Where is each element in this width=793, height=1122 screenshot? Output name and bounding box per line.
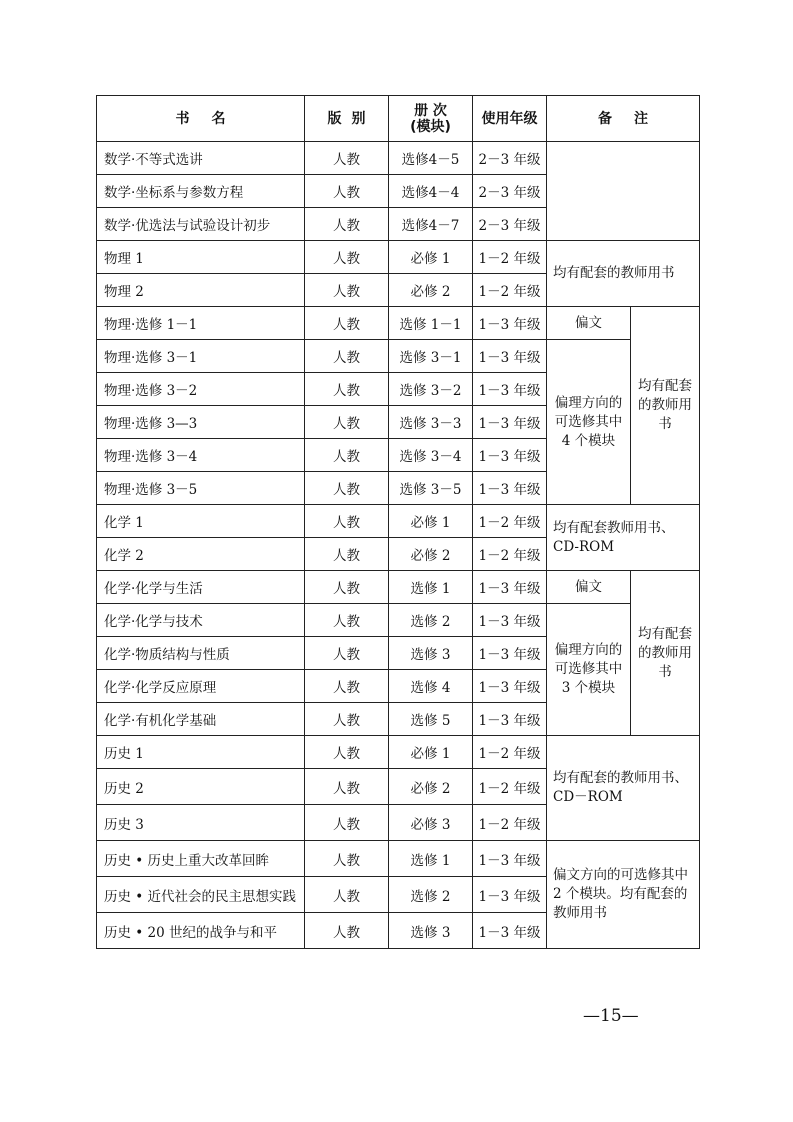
header-note: 备注 [547,96,700,142]
cell-grade: 1－3 年级 [473,604,547,637]
cell-edition: 人教 [305,805,389,841]
cell-edition: 人教 [305,505,389,538]
cell-book-name: 化学·物质结构与性质 [97,637,305,670]
cell-grade: 2－3 年级 [473,142,547,175]
cell-edition: 人教 [305,307,389,340]
cell-edition: 人教 [305,340,389,373]
cell-grade: 1－3 年级 [473,307,547,340]
cell-grade: 1－3 年级 [473,877,547,913]
cell-book-name: 历史 2 [97,769,305,805]
cell-volume: 选修 1－1 [389,307,473,340]
cell-grade: 1－2 年级 [473,274,547,307]
cell-edition: 人教 [305,877,389,913]
cell-book-name: 物理·选修 3—3 [97,406,305,439]
cell-edition: 人教 [305,703,389,736]
textbook-table [96,95,700,949]
cell-grade: 1－3 年级 [473,670,547,703]
cell-volume: 必修 1 [389,736,473,769]
cell-edition: 人教 [305,670,389,703]
cell-volume: 选修 4 [389,670,473,703]
cell-note-physics-science: 偏理方向的可选修其中4 个模块 [547,340,631,505]
table-row [97,571,700,604]
page-number: —15— [583,1006,639,1026]
cell-edition: 人教 [305,538,389,571]
cell-grade: 1－2 年级 [473,241,547,274]
cell-grade: 1－3 年级 [473,439,547,472]
cell-edition: 人教 [305,841,389,877]
cell-edition: 人教 [305,769,389,805]
cell-volume: 必修 1 [389,505,473,538]
cell-volume: 选修 2 [389,877,473,913]
cell-book-name: 物理 1 [97,241,305,274]
cell-edition: 人教 [305,274,389,307]
cell-grade: 2－3 年级 [473,208,547,241]
cell-edition: 人教 [305,913,389,949]
table-row [97,340,700,373]
table-row [97,841,700,877]
cell-edition: 人教 [305,373,389,406]
cell-book-name: 物理·选修 3－5 [97,472,305,505]
cell-book-name: 历史 • 历史上重大改革回眸 [97,841,305,877]
cell-edition: 人教 [305,439,389,472]
cell-note-chem-teacher: 均有配套的教师用书 [631,571,700,736]
header-book-name: 书名 [97,96,305,142]
cell-note-chem-arts: 偏文 [547,571,631,604]
cell-grade: 1－3 年级 [473,637,547,670]
table-row [97,241,700,274]
cell-volume: 选修 3－1 [389,340,473,373]
cell-book-name: 化学·化学与生活 [97,571,305,604]
cell-grade: 1－3 年级 [473,703,547,736]
cell-volume: 选修 3－5 [389,472,473,505]
cell-volume: 选修 3－3 [389,406,473,439]
cell-book-name: 历史 3 [97,805,305,841]
cell-volume: 选修4－5 [389,142,473,175]
cell-grade: 1－2 年级 [473,805,547,841]
cell-volume: 必修 2 [389,769,473,805]
cell-book-name: 物理·选修 3－1 [97,340,305,373]
cell-volume: 选修4－7 [389,208,473,241]
cell-volume: 必修 3 [389,805,473,841]
cell-note-history-required: 均有配套的教师用书、CD－ROM [547,736,700,841]
cell-grade: 1－3 年级 [473,472,547,505]
cell-note-physics-teacher: 均有配套的教师用书 [631,307,700,505]
cell-note-history-elective: 偏文方向的可选修其中2 个模块。均有配套的教师用书 [547,841,700,949]
cell-grade: 1－3 年级 [473,340,547,373]
cell-book-name: 数学·优选法与试验设计初步 [97,208,305,241]
cell-book-name: 历史 1 [97,736,305,769]
cell-book-name: 化学·有机化学基础 [97,703,305,736]
cell-edition: 人教 [305,571,389,604]
cell-grade: 1－2 年级 [473,538,547,571]
cell-note-physics-required: 均有配套的教师用书 [547,241,700,307]
cell-volume: 选修 1 [389,571,473,604]
cell-book-name: 化学 2 [97,538,305,571]
cell-edition: 人教 [305,736,389,769]
cell-grade: 1－2 年级 [473,505,547,538]
cell-note-math [547,142,700,241]
cell-book-name: 物理 2 [97,274,305,307]
cell-grade: 1－3 年级 [473,571,547,604]
cell-book-name: 物理·选修 1－1 [97,307,305,340]
cell-volume: 必修 2 [389,538,473,571]
cell-grade: 2－3 年级 [473,175,547,208]
table-row [97,736,700,769]
table-header-row [97,96,700,142]
cell-volume: 选修 3－4 [389,439,473,472]
cell-volume: 选修 3 [389,913,473,949]
cell-edition: 人教 [305,175,389,208]
header-volume-line1: 册 次 [414,102,447,119]
cell-volume: 必修 1 [389,241,473,274]
table-row [97,604,700,637]
cell-edition: 人教 [305,208,389,241]
cell-grade: 1－3 年级 [473,406,547,439]
cell-book-name: 化学·化学与技术 [97,604,305,637]
header-volume [389,96,473,142]
cell-book-name: 物理·选修 3－4 [97,439,305,472]
cell-grade: 1－2 年级 [473,736,547,769]
cell-book-name: 数学·不等式选讲 [97,142,305,175]
cell-note-physics-arts: 偏文 [547,307,631,340]
table-row [97,142,700,175]
header-edition: 版别 [305,96,389,142]
cell-volume: 选修 3－2 [389,373,473,406]
cell-volume: 选修 5 [389,703,473,736]
cell-edition: 人教 [305,406,389,439]
cell-grade: 1－2 年级 [473,769,547,805]
cell-book-name: 化学 1 [97,505,305,538]
cell-volume: 选修4－4 [389,175,473,208]
cell-edition: 人教 [305,637,389,670]
header-volume-line2: (模块) [410,118,451,135]
cell-book-name: 化学·化学反应原理 [97,670,305,703]
cell-grade: 1－3 年级 [473,373,547,406]
cell-grade: 1－3 年级 [473,841,547,877]
table-row [97,505,700,538]
cell-note-chem-required: 均有配套教师用书、CD-ROM [547,505,700,571]
cell-book-name: 数学·坐标系与参数方程 [97,175,305,208]
table-row [97,307,700,340]
cell-grade: 1－3 年级 [473,913,547,949]
cell-edition: 人教 [305,604,389,637]
cell-book-name: 物理·选修 3－2 [97,373,305,406]
cell-volume: 选修 3 [389,637,473,670]
cell-book-name: 历史 • 20 世纪的战争与和平 [97,913,305,949]
cell-book-name: 历史 • 近代社会的民主思想实践 [97,877,305,913]
cell-note-chem-science: 偏理方向的可选修其中3 个模块 [547,604,631,736]
cell-volume: 必修 2 [389,274,473,307]
cell-volume: 选修 2 [389,604,473,637]
cell-volume: 选修 1 [389,841,473,877]
header-grade: 使用年级 [473,96,547,142]
cell-edition: 人教 [305,472,389,505]
cell-edition: 人教 [305,241,389,274]
cell-edition: 人教 [305,142,389,175]
